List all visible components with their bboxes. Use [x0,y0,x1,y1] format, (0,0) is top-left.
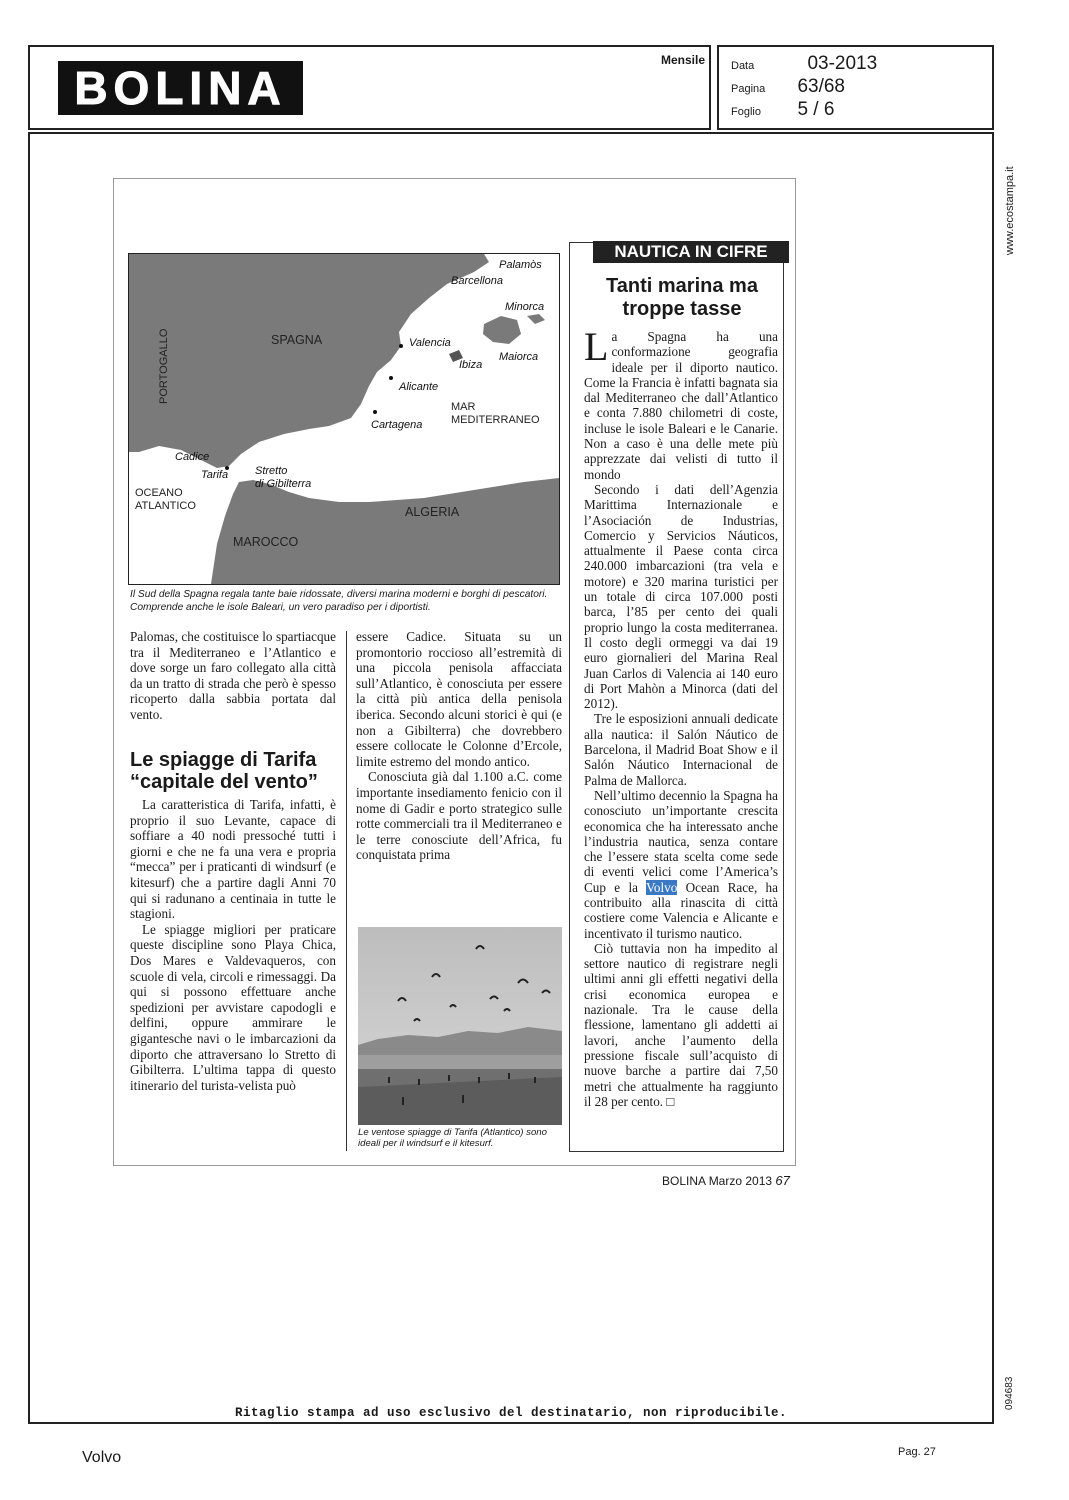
bolina-logo: BOLINA [58,61,303,115]
tarifa-beach-photo [358,927,562,1125]
side-code [1004,1365,1018,1410]
foglio-label: Foglio [731,106,761,118]
sidebar-paragraph: Secondo i dati dell’Agenzia Marittima Internazionale e l’Asociación de Industrias, Comercio y Servicios Náuticos, attualmente il Paese conta circa 240.000 imbarcazioni (tra vela e motore) e 320 marina turistici per un totale di circa 107.000 posti barca, l’85 per cento dei quali proprio lungo la costa mediterranea. Il costo degli ormeggi va dai 19 euro giornalieri del Marina Real Juan Carlos di Valencia ai 140 euro di Port Mahòn a Minorca (dati del 2012). [584,481,778,712]
side-code-text: 094683 [1004,1376,1015,1410]
map-label-atlantico: ATLANTICO [135,500,196,512]
footer-page: Pag. 27 [898,1446,936,1458]
sidebar-paragraph [584,788,778,941]
column-divider [346,631,347,1151]
photo-caption: Le ventose spiagge di Tarifa (Atlantico) sono ideali per il windsurf e il kitesurf. [358,1127,547,1149]
sidebar-title: Tanti marina ma troppe tasse [606,275,758,320]
highlighted-keyword: Volvo [646,879,678,895]
map-label-spagna: SPAGNA [271,333,323,347]
pagina-row [731,76,845,98]
map-label-alicante: Alicante [399,381,439,393]
foglio-value: 5 / 6 [797,99,835,120]
map-label-cartagena: Cartagena [371,419,423,431]
map-label-oceano: OCEANO [135,487,183,499]
sidebar-paragraph [584,324,778,482]
map-label-ibiza: Ibiza [459,359,483,371]
data-value: 03-2013 [807,53,878,74]
metadata-box [717,45,994,130]
magazine-page-footer [662,1173,790,1188]
map-label-barcellona: Barcellona [451,275,503,287]
map-label-valencia: Valencia [409,337,451,349]
article-paragraph: La caratteristica di Tarifa, infatti, è proprio il suo Levante, capace di soffiare a 40 nodi pressoché tutti i giorni e che ne fa una vera e propria “mecca” per i praticanti di windsurf (e kitesurf) che a partire dagli Anni 70 qui si radunano a centinaia in tutte le stagioni. [130,797,336,922]
map-label-tarifa: Tarifa [201,469,229,481]
data-label: Data [731,60,755,72]
dropcap: L [584,324,609,369]
article-subheading: Le spiagge di Tarifa “capitale del vento” [130,749,318,793]
map-label-stretto-1: Stretto [255,465,288,477]
map-label-palamos: Palamòs [499,259,542,271]
article-clipping [113,178,796,1188]
sidebar-paragraph-text: Ciò tuttavia non ha impedito al settore nautico di registrare negli ultimi anni gli effetti negativi della crisi economica europea e nazionale. Tra le cause della flessione, lamentano gli addetti ai lavori, anche l’aumento della pressione fiscale sull’acquisto di nuove barche a partire dai 7,50 metri che attualmente ha raggiunto il 28 per cento. [584,940,778,1109]
magazine-issue: BOLINA Marzo 2013 [662,1174,773,1188]
pagina-value: 63/68 [797,76,845,97]
map-spain [128,253,560,585]
article-paragraph: Conosciuta già dal 1.100 a.C. come importante insediamento fenicio con il nome di Gadir e porto strategico sulle rotte commerciali tra il Mediterraneo e le terre conosciute dell’Africa, fu conquistata prima [356,769,562,863]
article-column-1 [130,629,336,723]
map-label-marocco: MAROCCO [233,535,299,549]
data-row [731,53,877,75]
sidebar-text-before: Nell’ultimo decennio la Spagna ha conosciuto un’importante crescita economica che ha interessato anche l’industria nautica, senza contare che l’essere stata scelta come sede di eventi velici come l’America’s Cup e la [584,787,778,895]
pagina-label: Pagina [731,83,766,95]
side-url-text: www.ecostampa.it [1004,166,1016,255]
sidebar-paragraph: Tre le esposizioni annuali dedicate alla nautica: il Salón Náutico de Barcelona, il Madrid Boat Show e il Salón Náutico Internacional de Palma de Mallorca. [584,711,778,788]
masthead-box [28,45,711,130]
sidebar-paragraph [584,941,778,1109]
map-label-mar: MAR [451,401,476,413]
frequency-label: Mensile [660,53,705,67]
map-label-algeria: ALGERIA [405,505,460,519]
footer-keyword: Volvo [82,1449,122,1466]
end-square-icon: □ [666,1093,675,1109]
side-url [1004,145,1018,255]
article-column-1b [130,797,336,1093]
magazine-page-number: 67 [775,1173,790,1188]
map-caption: Il Sud della Spagna regala tante baie ridossate, diversi marina moderni e borghi di pescatori. Comprende anche le isole Baleari, un vero paradiso per i diportisti. [130,589,548,613]
article-paragraph: essere Cadice. Situata su un promontorio roccioso all’estremità di una piccola penisola affacciata sull’Atlantico, è conosciuta per essere la città più antica della penisola iberica. Secondo alcuni storici è qui (e non a Gibilterra) che dovrebbero essere collocate le Colonne d’Ercole, limite estremo del mondo antico. [356,629,562,769]
map-label-minorca: Minorca [505,301,545,313]
map-label-cadice: Cadice [175,451,210,463]
sidebar-text [584,324,778,1109]
sidebar-paragraph-text: a Spagna ha una conformazione geografia ideale per il diporto nautico. Come la Francia è infatti bagnata sia dal Mediterraneo che dall’Atlantico e conta 7.880 chilometri di coste, incluse le isole Baleari e le Canarie. Non a caso è una delle mete più apprezzate dai velisti di tutto il mondo [584,329,778,482]
disclaimer: Ritaglio stampa ad uso esclusivo del destinatario, non riproducibile. [234,1406,788,1420]
article-paragraph: Palomas, che costituisce lo spartiacque tra il Mediterraneo e l’Atlantico e dove sorge un faro collegato alla città da un tratto di strada che però è spesso ricoperto dalla sabbia portata dal vento. [130,629,336,722]
map-label-stretto-2: di Gibilterra [255,478,312,490]
article-column-2 [356,629,562,863]
sidebar-tag: NAUTICA IN CIFRE [593,241,789,263]
foglio-row [731,99,834,121]
article-paragraph: Le spiagge migliori per praticare queste discipline sono Playa Chica, Dos Mares e Valdevaqueros, con scuole di vela, circoli e rimessaggi. Da qui si possono effettuare anche spedizioni per avvistare capodogli e delfini, oppure ammirare le gigantesche navi o le imbarcazioni da diporto che attraversano lo Stretto di Gibilterra. L’ultima tappa di questo itinerario del turista-velista può [130,921,336,1093]
sidebar-text-after: Ocean Race, ha contribuito alla rinascita di città costiere come Valencia e Alicante e incentivato il turismo nautico. [584,879,778,941]
map-label-portogallo: PORTOGALLO [158,328,170,404]
map-label-mediterraneo: MEDITERRANEO [451,414,540,426]
map-label-maiorca: Maiorca [499,351,539,363]
